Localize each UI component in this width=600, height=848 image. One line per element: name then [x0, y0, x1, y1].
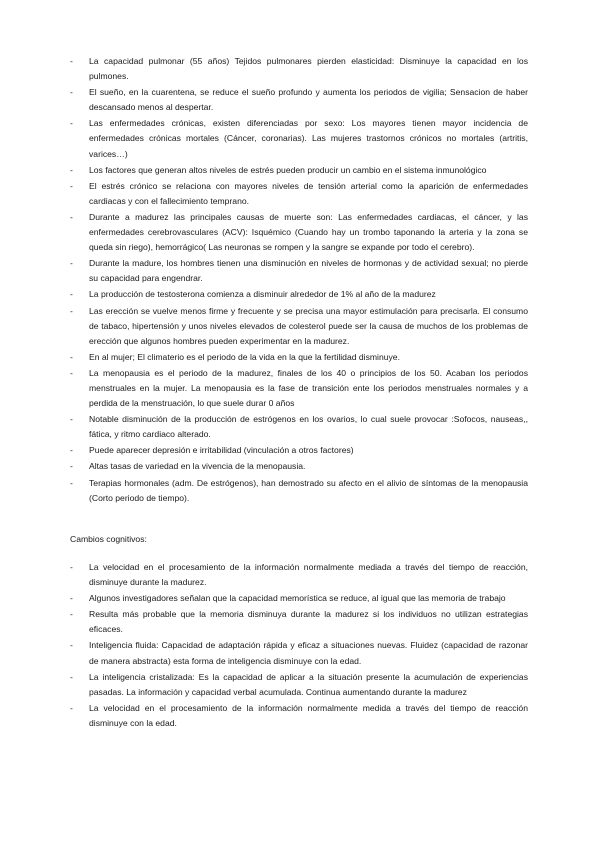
- bullet-marker: -: [70, 164, 73, 175]
- list-item: [70, 670, 528, 700]
- bullet-marker: -: [70, 180, 73, 191]
- bullet-marker: -: [70, 305, 73, 316]
- list-item: [70, 85, 528, 115]
- list-item: [70, 607, 528, 637]
- list-item-text: La velocidad en el procesamiento de la información normalmente mediada a través del tiempo de reacción, disminuye durante la madurez.: [89, 562, 528, 588]
- list-item: [70, 560, 528, 590]
- list-item-text: La capacidad pulmonar (55 años) Tejidos pulmonares pierden elasticidad: Disminuye la capacidad en los pulmones.: [89, 56, 528, 82]
- bullet-marker: -: [70, 258, 73, 269]
- list-item-text: La inteligencia cristalizada: Es la capacidad de aplicar a la situación presente la acumulación de experiencias pasadas. La información y capacidad verbal acumulada. Continua aumentando durante la madurez: [89, 671, 528, 697]
- list-item: [70, 304, 528, 349]
- list-item-text: Durante a madurez las principales causas de muerte son: Las enfermedades cardiacas, el cáncer, y las enfermedades cerebrovasculares (ACV): Isquémico (Cuando hay un trombo taponando la arteria y la zona se queda sin riego), hemorrágico( Las neuronas se rompen y la sangre se expande por todo el cerebro).: [89, 211, 528, 253]
- list-item-text: Inteligencia fluida: Capacidad de adaptación rápida y eficaz a situaciones nuevas. Fluidez (capacidad de razonar de manera abstracta) esta forma de inteligencia disminuye con la edad.: [89, 640, 528, 666]
- bullet-marker: -: [70, 562, 73, 572]
- list-item: [70, 256, 528, 286]
- list-item-text: Las erección se vuelve menos firme y frecuente y se precisa una mayor estimulación para precisarla. El consumo de tabaco, hipertensión y unos niveles elevados de colesterol puede ser la causa de muchos de los problemas de erección que algunos hombres pueden experimentar en la madurez.: [89, 305, 528, 346]
- list-item-text: Altas tasas de variedad en la vivencia de la menopausia.: [89, 461, 306, 472]
- bullet-marker: -: [70, 702, 73, 713]
- list-item: [70, 476, 528, 506]
- bullet-marker: -: [70, 87, 73, 98]
- list-item-text: Algunos investigadores señalan que la capacidad memorística se reduce, al igual que las memoria de trabajo: [89, 593, 506, 604]
- physical-changes-list: [70, 54, 528, 507]
- bullet-marker: -: [70, 445, 73, 456]
- list-item-text: Notable disminución de la producción de estrógenos en los ovarios, lo cual suele provocar :Sofocos, nauseas,, fática, y ritmo cardiaco alterado.: [89, 414, 528, 440]
- list-item: [70, 350, 528, 365]
- bullet-marker: -: [70, 593, 73, 604]
- bullet-marker: -: [70, 640, 73, 651]
- list-item: [70, 443, 528, 458]
- bullet-marker: -: [70, 367, 73, 378]
- list-item: [70, 54, 528, 84]
- cognitive-changes-list: [70, 560, 528, 732]
- list-item: [70, 591, 528, 606]
- bullet-marker: -: [70, 461, 73, 472]
- list-item-text: Los factores que generan altos niveles de estrés pueden producir un cambio en el sistema inmunológico: [89, 164, 487, 175]
- list-item-text: Puede aparecer depresión e irritabilidad (vinculación a otros factores): [89, 445, 354, 456]
- bullet-marker: -: [70, 609, 73, 620]
- list-item-text: El sueño, en la cuarentena, se reduce el sueño profundo y aumenta los periodos de vigilia; Sensacion de haber descansado menos al despertar.: [89, 87, 528, 113]
- list-item-text: Resulta más probable que la memoria disminuya durante la madurez si los individuos no utilizan estrategias eficaces.: [89, 609, 528, 635]
- bullet-marker: -: [70, 671, 73, 682]
- bullet-marker: -: [70, 477, 73, 488]
- list-item: [70, 163, 528, 178]
- list-item: [70, 366, 528, 411]
- list-item: [70, 638, 528, 668]
- list-item: [70, 179, 528, 209]
- list-item: [70, 210, 528, 255]
- list-item-text: El estrés crónico se relaciona con mayores niveles de tensión arterial como la aparición de enfermedades cardiacas y con el fallecimiento temprano.: [89, 180, 528, 206]
- bullet-marker: -: [70, 289, 73, 300]
- list-item: [70, 412, 528, 442]
- list-item: [70, 459, 528, 474]
- section-heading: Cambios cognitivos:: [70, 534, 147, 544]
- bullet-marker: -: [70, 351, 73, 362]
- list-item: [70, 116, 528, 161]
- list-item-text: Terapias hormonales (adm. De estrógenos), han demostrado su afecto en el alivio de síntomas de la menopausia (Corto periodo de tiempo).: [89, 477, 528, 503]
- list-item: [70, 701, 528, 731]
- list-item-text: Durante la madure, los hombres tienen una disminución en niveles de hormonas y de actividad sexual; no pierde su capacidad para engendrar.: [89, 258, 528, 284]
- bullet-marker: -: [70, 56, 73, 66]
- list-item: [70, 287, 528, 302]
- list-item-text: La producción de testosterona comienza a disminuir alrededor de 1% al año de la madurez: [89, 289, 436, 300]
- list-item-text: La menopausia es el periodo de la madurez, finales de los 40 o principios de los 50. Acaban los periodos menstruales en la mujer. La menopausia es la fase de transición ente los periodos menstruales normales y a perdida de la menstruación, lo que suele durar 0 años: [89, 367, 528, 409]
- bullet-marker: -: [70, 414, 73, 425]
- bullet-marker: -: [70, 118, 73, 129]
- bullet-marker: -: [70, 211, 73, 222]
- list-item-text: En al mujer; El climaterio es el periodo de la vida en la que la fertilidad disminuye.: [89, 351, 400, 362]
- list-item-text: Las enfermedades crónicas, existen diferenciadas por sexo: Los mayores tienen mayor incidencia de enfermedades crónicas mortales (Cáncer, coronarias). Las mujeres trastornos crónicos no mortales (artritis, varices…): [89, 118, 528, 159]
- list-item-text: La velocidad en el procesamiento de la información normalmente medida a través del tiempo de reacción disminuye con la edad.: [89, 702, 528, 728]
